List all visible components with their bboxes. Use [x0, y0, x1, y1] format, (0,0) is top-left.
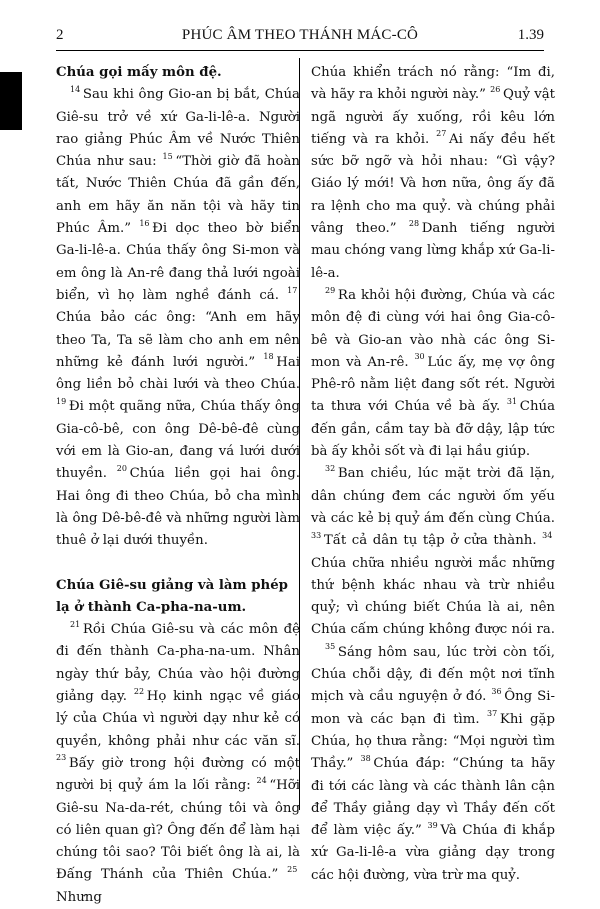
verse-number: 30: [414, 352, 425, 362]
verse-number: 24: [256, 775, 267, 785]
verse-text: Ai nấy đều hết sức bỡ ngỡ và hỏi nhau: “Gì vậy? Giáo lý mới! Và hơn nữa, ông ấy đã ra lệnh cho ma quỷ. và chúng phải vâng theo.”: [311, 131, 555, 237]
verse-text: Chúa khiển trách nó rằng: “Im đi, và hãy ra khỏi người này.”: [311, 65, 555, 103]
verse-text: Rồi Chúa Giê-su và các môn đệ đi đến thành Ca-pha-na-um. Nhân ngày thứ bảy, Chúa vào hội đường giảng dạy.: [56, 622, 300, 705]
running-title: PHÚC ÂM THEO THÁNH MÁC-CÔ: [181, 27, 419, 43]
verse-text: Ra khỏi hội đường, Chúa và các môn đệ đi cùng với hai ông Gia-cô-bê và Gio-an vào nhà các ông Si-mon và An-rê.: [311, 287, 555, 370]
paragraph: [311, 642, 555, 887]
verse-text: Chúa đến gần, cầm tay bà đỡ dậy, lập tức bà ấy khỏi sốt và đi lại hầu giúp.: [311, 399, 555, 460]
verse-text: Lúc ấy, mẹ vợ ông Phê-rô nằm liệt đang sốt rét. Người ta thưa với Chúa về bà ấy.: [311, 354, 555, 415]
header-rule: [56, 50, 544, 51]
verse-number: 19: [56, 397, 67, 407]
verse-number: 27: [436, 129, 447, 139]
verse-number: 28: [408, 218, 420, 228]
verse-number: 21: [70, 619, 81, 629]
right-column: [311, 62, 555, 887]
verse-text: Đi một quãng nữa, Chúa thấy ông Gia-cô-bê, con ông Dê-bê-đê cùng với em là Gio-an, đang vá lưới dưới thuyền.: [56, 399, 300, 482]
verse-number: 22: [133, 686, 145, 696]
page-number: 2: [56, 27, 64, 43]
verse-text: Chúa liền gọi hai ông. Hai ông đi theo Chúa, bỏ cha mình là ông Dê-bê-đê và những người làm thuê ở lại dưới thuyền.: [56, 466, 300, 549]
paragraph: [311, 285, 555, 463]
verse-text: Nhưng: [56, 889, 102, 905]
verse-number: 14: [70, 84, 81, 94]
verse-text: Ban chiều, lúc mặt trời đã lặn, dân chúng đem các người ốm yếu và các kẻ bị quỷ ám đến cùng Chúa.: [311, 466, 555, 526]
verse-number: 31: [506, 397, 518, 407]
verse-number: 15: [162, 151, 173, 161]
verse-number: 18: [263, 352, 274, 362]
verse-reference: 1.39: [517, 27, 544, 43]
verse-number: 16: [139, 218, 150, 228]
paragraph: [311, 62, 555, 285]
verse-text: Quỷ vật ngã người ấy xuống, rồi kêu lớn tiếng và ra khỏi.: [311, 87, 555, 147]
verse-number: 29: [325, 285, 336, 295]
verse-number: 23: [56, 753, 67, 763]
verse-text: “Thời giờ đã hoàn tất, Nước Thiên Chúa đã gần đến, anh em hãy ăn năn tội và hãy tin Phúc Âm.”: [56, 154, 300, 237]
paragraph: [311, 463, 555, 641]
verse-number: 34: [542, 530, 553, 540]
verse-text: Ông Si-mon và các bạn đi tìm.: [311, 689, 555, 727]
verse-number: 26: [490, 84, 501, 94]
verse-text: Và Chúa đi khắp xứ Ga-li-lê-a vừa giảng dạy trong các hội đường, vừa trừ ma quỷ.: [311, 823, 555, 883]
verse-text: Hai ông liền bỏ chài lưới và theo Chúa.: [56, 354, 300, 393]
section-heading-call-disciples: Chúa gọi mấy môn đệ.: [56, 65, 222, 80]
paragraph: [56, 619, 300, 909]
verse-text: Sau khi ông Gio-an bị bắt, Chúa Giê-su trở về xứ Ga-li-lê-a. Người rao giảng Phúc Âm về Nước Thiên Chúa như sau:: [56, 87, 300, 170]
verse-number: 17: [287, 285, 298, 295]
verse-text: Khi gặp Chúa, họ thưa rằng: “Mọi người tìm Thầy.”: [311, 711, 555, 772]
verse-number: 32: [325, 463, 336, 473]
verse-text: Sáng hôm sau, lúc trời còn tối, Chúa chỗi dậy, đi đến một nơi tĩnh mịch và cầu nguyện ở đó.: [311, 644, 555, 705]
verse-text: Chúa chữa nhiều người mắc những thứ bệnh khác nhau và trừ nhiều quỷ; vì chúng biết Chúa là ai, nên Chúa cấm chúng không được nói ra.: [311, 555, 556, 638]
verse-text: “Hỡi Giê-su Na-da-rét, chúng tôi và ông có liên quan gì? Ông đến để làm hại chúng tôi sao? Tôi biết ông là ai, là Đấng Thánh của Thiên Chúa.”: [56, 778, 300, 883]
verse-text: Chúa đáp: “Chúng ta hãy đi tới các làng và các thành lân cận để Thầy giảng dạy vì Thầy đến cốt để làm việc ấy.”: [311, 756, 555, 839]
verse-text: Họ kinh ngạc về giáo lý của Chúa vì người dạy như kẻ có quyền, không phải như các văn sĩ.: [56, 689, 300, 749]
section-heading-capernaum: Chúa Giê-su giảng và làm phép lạ ở thành Ca-pha-na-um.: [56, 577, 288, 615]
verse-number: 39: [427, 820, 438, 830]
left-column: [56, 62, 300, 909]
verse-number: 36: [491, 686, 502, 696]
verse-number: 37: [487, 709, 498, 719]
verse-number: 33: [311, 530, 322, 540]
page-header: [56, 27, 544, 47]
verse-number: 38: [360, 753, 371, 763]
verse-text: Đi dọc theo bờ biển Ga-li-lê-a. Chúa thấy ông Si-mon và em ông là An-rê đang thả lưới ngoài biển, vì họ làm nghề đánh cá.: [56, 221, 300, 303]
verse-text: Chúa bảo các ông: “Anh em hãy theo Ta, Ta sẽ làm cho anh em nên những kẻ đánh lưới người.”: [56, 310, 300, 370]
verse-text: Danh tiếng người mau chóng vang lừng khắp xứ Ga-li-lê-a.: [311, 221, 555, 281]
paragraph: [56, 84, 300, 552]
verse-text: Bấy giờ trong hội đường có một người bị quỷ ám la lối rằng:: [56, 755, 300, 794]
verse-number: 20: [116, 463, 127, 473]
verse-number: 25: [287, 864, 298, 874]
verse-text: Tất cả dân tụ tập ở cửa thành.: [323, 533, 543, 549]
verse-number: 35: [325, 642, 336, 652]
chapter-tab-marker: [0, 72, 22, 130]
